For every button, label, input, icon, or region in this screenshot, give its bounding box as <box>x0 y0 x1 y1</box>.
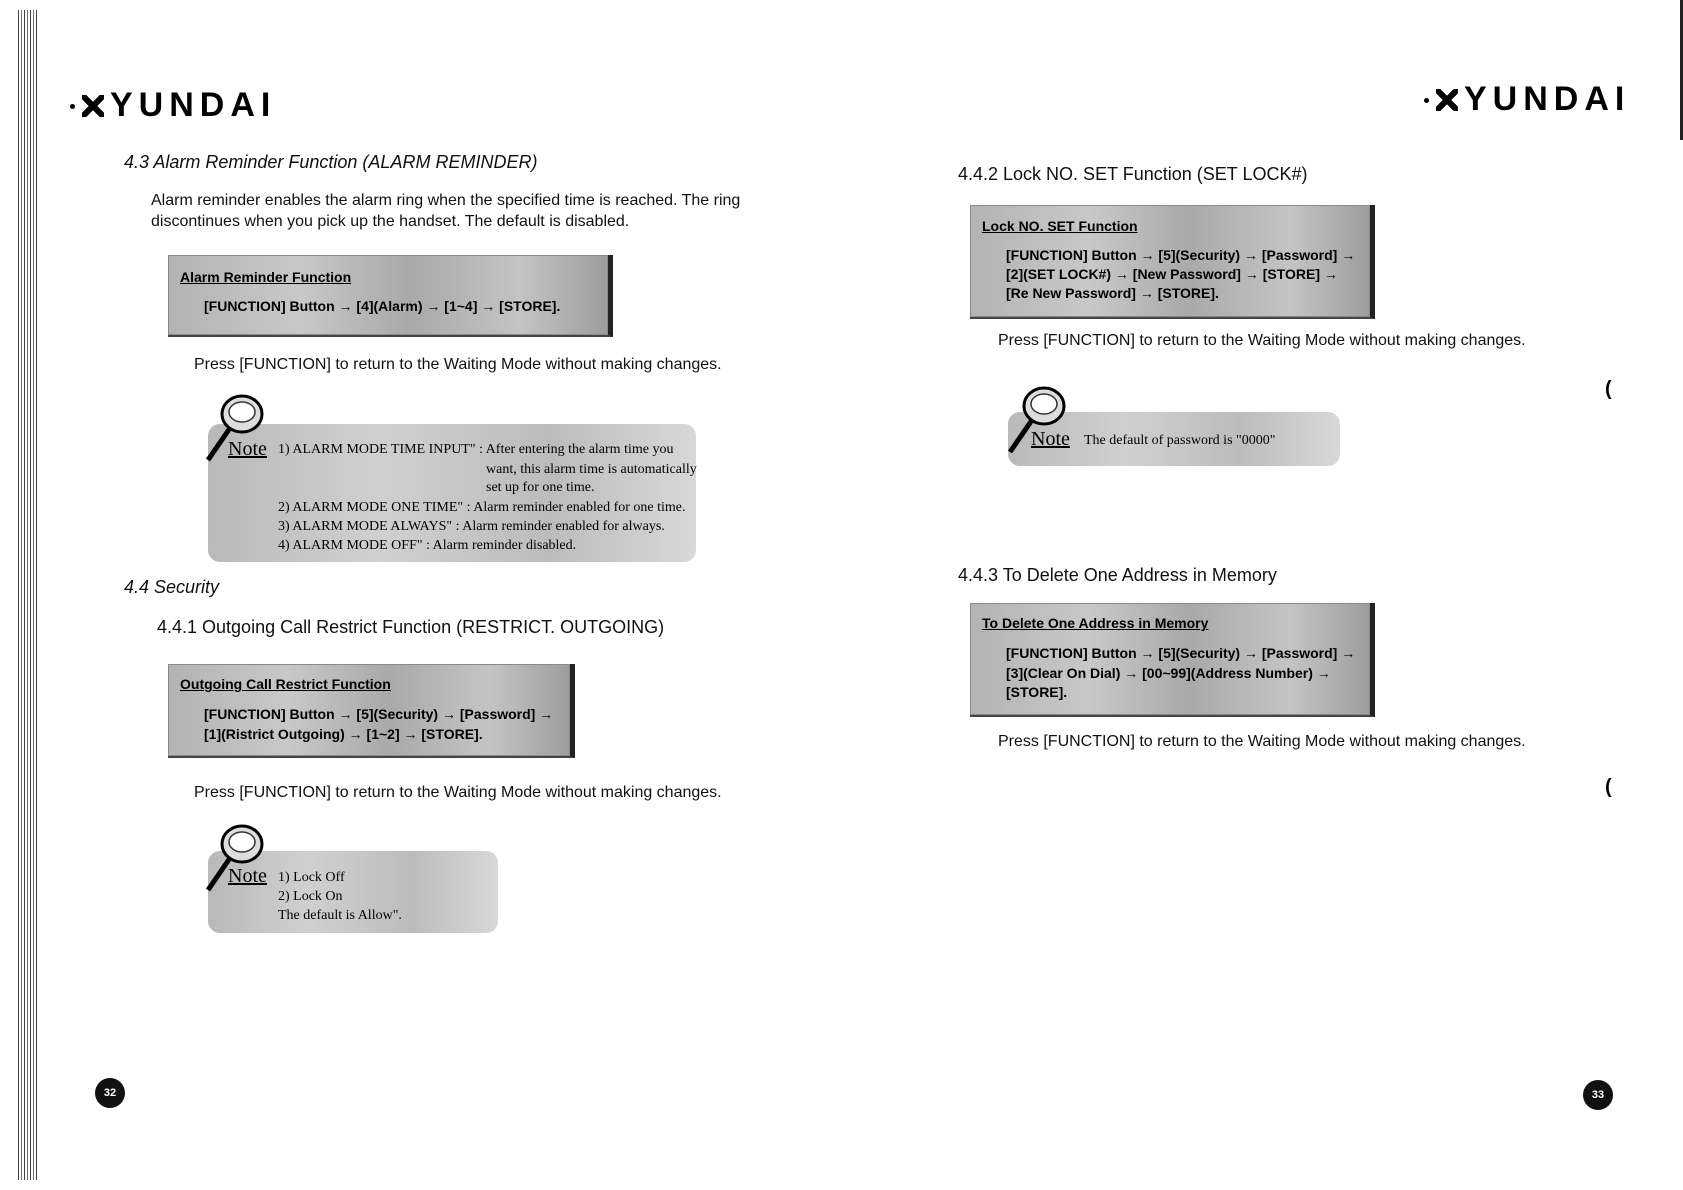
magnifier-icon <box>200 388 270 468</box>
procedure-step: [3](Clear On Dial) → [00~99](Address Number) → <box>1006 665 1331 681</box>
note-line: The default of password is "0000" <box>1084 433 1276 448</box>
logo-mark-icon <box>82 95 104 117</box>
note-line: want, this alarm time is automatically <box>486 462 697 477</box>
procedure-step: [Re New Password] → [STORE]. <box>1006 285 1219 301</box>
procedure-title: Alarm Reminder Function <box>180 269 352 285</box>
alarm-reminder-procedure-box <box>168 255 613 337</box>
procedure-step: [FUNCTION] Button → [5](Security) → [Password] → <box>1006 247 1356 263</box>
logo-text: YUNDAI <box>1464 80 1631 118</box>
logo-mark-icon <box>1436 89 1458 111</box>
lock-no-set-procedure-box <box>970 205 1375 319</box>
procedure-step: [1](Ristrict Outgoing) → [1~2] → [STORE]. <box>204 726 483 742</box>
note-line: 2) ALARM MODE ONE TIME" : Alarm reminder enabled for one time. <box>278 500 686 515</box>
procedure-step: [FUNCTION] Button → [5](Security) → [Password] → <box>204 706 554 722</box>
delete-address-procedure-box <box>970 603 1375 717</box>
press-function-note: Press [FUNCTION] to return to the Waiting Mode without making changes. <box>194 356 722 373</box>
procedure-step: [2](SET LOCK#) → [New Password] → [STORE] → <box>1006 266 1338 282</box>
note-line: 3) ALARM MODE ALWAYS" : Alarm reminder enabled for always. <box>278 519 665 534</box>
procedure-step: [STORE]. <box>1006 684 1068 700</box>
note-label: Note <box>228 438 267 460</box>
press-function-note: Press [FUNCTION] to return to the Waiting Mode without making changes. <box>998 733 1526 750</box>
press-function-note: Press [FUNCTION] to return to the Waiting Mode without making changes. <box>194 784 722 801</box>
section-4-4-3-title: 4.4.3 To Delete One Address in Memory <box>958 565 1277 585</box>
press-function-note: Press [FUNCTION] to return to the Waiting Mode without making changes. <box>998 332 1526 349</box>
procedure-title: Lock NO. SET Function <box>982 218 1138 234</box>
procedure-title: To Delete One Address in Memory <box>982 615 1209 631</box>
page-number-right: 33 <box>1583 1080 1613 1110</box>
note-line: The default is Allow". <box>278 908 402 923</box>
magnifier-icon <box>1002 380 1072 460</box>
section-4-3-title: 4.3 Alarm Reminder Function (ALARM REMINDER) <box>124 152 538 172</box>
procedure-title: Outgoing Call Restrict Function <box>180 676 391 692</box>
section-4-3-paragraph-line1: Alarm reminder enables the alarm ring when the specified time is reached. The ring <box>151 192 741 209</box>
binding-edge <box>18 10 38 1180</box>
section-4-4-1-title: 4.4.1 Outgoing Call Restrict Function (RESTRICT. OUTGOING) <box>157 617 665 637</box>
magnifier-icon <box>200 818 270 898</box>
note-label: Note <box>1031 428 1070 450</box>
outgoing-restrict-procedure-box <box>168 664 575 758</box>
hyundai-logo-right <box>1436 80 1630 119</box>
note-line: 2) Lock On <box>278 889 343 904</box>
procedure-step: [FUNCTION] Button → [4](Alarm) → [1~4] → [STORE]. <box>204 298 561 314</box>
procedure-step: [FUNCTION] Button → [5](Security) → [Password] → <box>1006 645 1356 661</box>
alarm-mode-note <box>208 424 696 562</box>
note-line: 4) ALARM MODE OFF" : Alarm reminder disabled. <box>278 538 577 553</box>
section-4-4-2-title: 4.4.2 Lock NO. SET Function (SET LOCK#) <box>958 164 1308 184</box>
note-line: 1) ALARM MODE TIME INPUT" : After entering the alarm time you <box>278 442 674 457</box>
margin-mark: ( <box>1605 378 1612 400</box>
note-line: set up for one time. <box>486 480 595 495</box>
section-4-4-title: 4.4 Security <box>124 577 220 597</box>
page-number-left: 32 <box>95 1078 125 1108</box>
logo-text: YUNDAI <box>110 86 277 124</box>
section-4-3-paragraph-line2: discontinues when you pick up the handset. The default is disabled. <box>151 213 630 230</box>
margin-mark: ( <box>1605 776 1612 798</box>
hyundai-logo-left <box>82 86 276 125</box>
note-label: Note <box>228 865 267 887</box>
note-line: 1) Lock Off <box>278 870 345 885</box>
